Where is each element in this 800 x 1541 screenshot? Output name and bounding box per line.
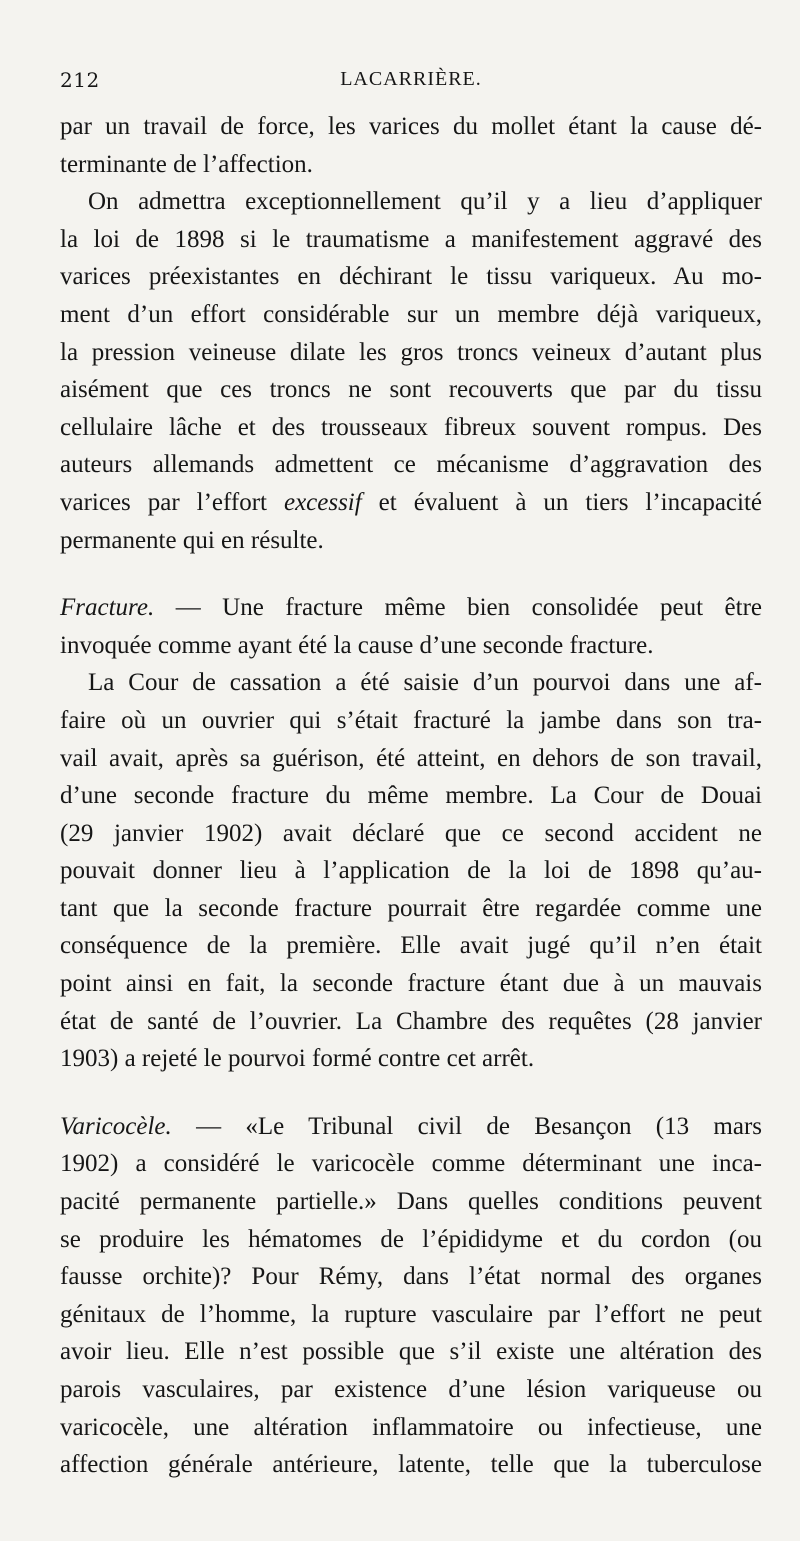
text-line: faire où un ouvrier qui s’était fracturé la jambe dans son tra- [60,706,762,734]
section-varicocele [60,1108,762,1484]
text-line: génitaux de l’homme, la rupture vasculaire par l’effort ne peut [60,1300,762,1328]
text-line-with-label [60,589,762,627]
paragraph-varices-continued [60,108,762,183]
text-line: 1902) a considéré le varicocèle comme déterminant une inca- [60,1150,762,1178]
text-line: pacité permanente partielle.» Dans quelles conditions peuvent [60,1188,762,1216]
text-line: tant que la seconde fracture pourrait être regardée comme une [60,894,762,922]
text-line: d’une seconde fracture du même membre. La Cour de Douai [60,782,762,810]
text-segment: — Une fracture même bien consolidée peut être [154,594,762,622]
text-line: varicocèle, une altération inflammatoire ou infectieuse, une [60,1413,762,1441]
section-fracture [60,589,762,664]
text-line: la pression veineuse dilate les gros troncs veineux d’autant plus [60,338,762,366]
text-line: avoir lieu. Elle n’est possible que s’il existe une altération des [60,1338,762,1366]
text-segment: et évaluent à un tiers l’incapacité [361,488,762,516]
running-title: LACARRIÈRE. [340,68,482,90]
text-line: parois vasculaires, par existence d’une lésion variqueuse ou [60,1376,762,1403]
text-line: terminante de l’affection. [60,150,313,178]
running-head [60,68,762,108]
book-page [0,68,800,1541]
section-gap [60,559,762,589]
text-line: pouvait donner lieu à l’application de la loi de 1898 qu’au- [60,857,762,885]
text-line: la loi de 1898 si le traumatisme a manifestement aggravé des [60,225,762,253]
text-line: état de santé de l’ouvrier. La Chambre des requêtes (28 janvier [60,1007,762,1035]
text-line: 1903) a rejeté le pourvoi formé contre cet arrêt. [60,1045,535,1073]
text-line: point ainsi en fait, la seconde fracture étant due à un mauvais [60,970,762,998]
paragraph-aggravation [60,183,762,559]
text-line: aisément que ces troncs ne sont recouverts que par du tissu [60,376,762,404]
text-line: cellulaire lâche et des trousseaux fibreux souvent rompus. Des [60,413,762,441]
text-line: ment d’un effort considérable sur un membre déjà variqueux, [60,300,762,328]
page-number: 212 [60,68,100,92]
text-line: se produire les hématomes de l’épididyme et du cordon (ou [60,1225,762,1253]
paragraph-cour-de-cassation [60,664,762,1078]
section-gap [60,1078,762,1108]
text-line: invoquée comme ayant été la cause d’une seconde fracture. [60,631,654,659]
text-segment: varices par l’effort [60,488,284,516]
text-line: (29 janvier 1902) avait déclaré que ce second accident ne [60,819,762,847]
text-line: par un travail de force, les varices du mollet étant la cause dé- [60,113,762,140]
text-line: varices préexistantes en déchirant le tissu variqueux. Au mo- [60,263,762,291]
text-line: auteurs allemands admettent ce mécanisme d’aggravation des [60,451,762,479]
text-segment: — «Le Tribunal civil de Besançon (13 mars [171,1112,762,1140]
text-line: affection générale antérieure, latente, telle que la tuberculose [60,1451,762,1479]
text-line-with-emphasis [60,484,762,522]
text-line: permanente qui en résulte. [60,526,324,554]
section-label-fracture: Fracture. [60,594,155,622]
text-line: vail avait, après sa guérison, été atteint, en dehors de son travail, [60,744,762,772]
text-line: conséquence de la première. Elle avait jugé qu’il n’en était [60,932,762,960]
text-line-with-label [60,1108,762,1146]
emphasis-excessif: excessif [283,488,362,516]
text-line: fausse orchite)? Pour Rémy, dans l’état normal des organes [60,1263,762,1291]
text-line: On admettra exceptionnellement qu’il y a lieu d’appliquer [88,188,762,216]
section-label-varicocele: Varicocèle. [60,1112,172,1140]
text-line: La Cour de cassation a été saisie d’un pourvoi dans une af- [88,669,762,697]
